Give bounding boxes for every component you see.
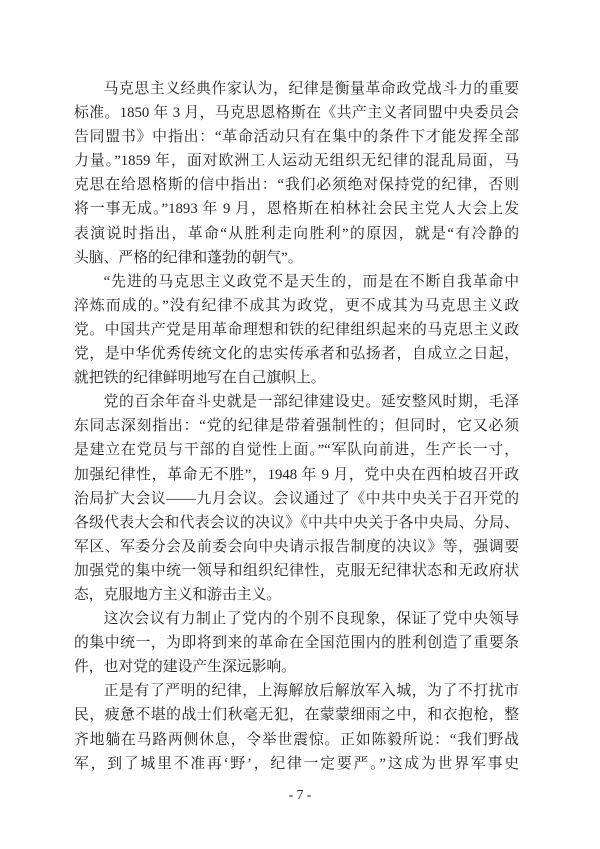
text-line: 加强纪律性，革命无不胜”，1948 年 9 月，党中央在西柏坡召开政 bbox=[74, 466, 519, 483]
text-line: 党，是中华优秀传统文化的忠实传承者和弘扬者，自成立之日起， bbox=[74, 346, 519, 363]
paragraph bbox=[74, 270, 519, 390]
paragraph bbox=[74, 679, 519, 775]
paragraph bbox=[74, 390, 519, 607]
text-line: 克思在给恩格斯的信中指出：“我们必须绝对保持党的纪律，否则 bbox=[74, 177, 519, 194]
text-line: 民，疲惫不堪的战士们秋毫无犯，在蒙蒙细雨之中，和衣抱枪，整 bbox=[74, 707, 519, 724]
text-line: 头脑、严格的纪律和蓬勃的朝气”。 bbox=[74, 249, 303, 266]
text-line: 这次会议有力制止了党内的个别不良现象，保证了党中央领导 bbox=[103, 611, 519, 628]
text-line: 东同志深刻指出：“党的纪律是带着强制性的；但同时，它又必须 bbox=[74, 418, 519, 435]
text-line: 治局扩大会议——九月会议。会议通过了《中共中央关于召开党的 bbox=[74, 490, 519, 507]
text-line: 的集中统一，为即将到来的革命在全国范围内的胜利创造了重要条 bbox=[74, 635, 519, 652]
text-line: 马克思主义经典作家认为，纪律是衡量革命政党战斗力的重要 bbox=[103, 81, 519, 97]
text-line: 将一事无成。”1893 年 9 月，恩格斯在柏林社会民主党人大会上发 bbox=[74, 201, 519, 218]
text-line: 态，克服地方主义和游击主义。 bbox=[74, 586, 282, 603]
text-line: 党。中国共产党是用革命理想和铁的纪律组织起来的马克思主义政 bbox=[74, 321, 519, 338]
text-line: 各级代表大会和代表会议的决议》《中共中央关于各中央局、分局、 bbox=[74, 514, 519, 531]
text-line: 军区、军委分会及前委会向中央请示报告制度的决议》等，强调要 bbox=[74, 538, 519, 555]
text-line: 军，到了城里不准再‘野’，纪律一定要严。”这成为世界军事史 bbox=[74, 755, 519, 772]
text-line: 力量。”1859 年，面对欧洲工人运动无组织无纪律的混乱局面，马 bbox=[74, 153, 519, 170]
paragraph bbox=[74, 607, 519, 679]
text-line: 件，也对党的建设产生深远影响。 bbox=[74, 659, 296, 676]
page-number: - 7 - bbox=[288, 787, 312, 802]
text-line: “先进的马克思主义政党不是天生的，而是在不断自我革命中 bbox=[103, 273, 519, 290]
text-line: 加强党的集中统一领导和组织纪律性，克服无纪律状态和无政府状 bbox=[74, 562, 519, 579]
text-line: 告同盟书》中指出：“革命活动只有在集中的条件下才能发挥全部 bbox=[74, 129, 519, 146]
paragraph bbox=[74, 77, 519, 270]
text-line: 是建立在党员与干部的自觉性上面。”“军队向前进，生产长一寸， bbox=[74, 442, 519, 459]
text-line: 党的百余年奋斗史就是一部纪律建设史。延安整风时期，毛泽 bbox=[103, 394, 519, 411]
text-line: 表演说时指出，革命“从胜利走向胜利”的原因，就是“有冷静的 bbox=[74, 225, 519, 242]
text-line: 齐地躺在马路两侧休息，令举世震惊。正如陈毅所说：“我们野战 bbox=[74, 731, 519, 748]
text-line: 标准。1850 年 3 月，马克思恩格斯在《共产主义者同盟中央委员会 bbox=[74, 105, 519, 122]
document-body-text bbox=[74, 77, 519, 776]
text-line: 就把铁的纪律鲜明地写在自己旗帜上。 bbox=[74, 370, 326, 387]
text-line: 正是有了严明的纪律，上海解放后解放军入城，为了不打扰市 bbox=[103, 683, 519, 700]
text-line: 淬炼而成的。”没有纪律不成其为政党，更不成其为马克思主义政 bbox=[74, 297, 519, 314]
